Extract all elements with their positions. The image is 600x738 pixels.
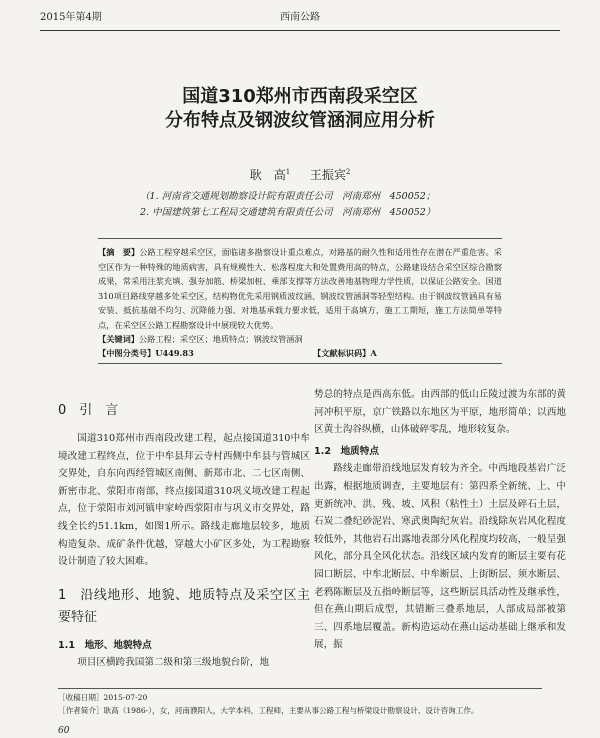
clc-label: 【中图分类号】 xyxy=(98,348,156,358)
section-0-heading: 0 引 言 xyxy=(58,403,119,418)
page-number: 60 xyxy=(58,726,70,736)
footnotes xyxy=(58,688,542,717)
author-bio: ［作者简介］耿高（1986-），女，河南濮阳人，大学本科，工程师，主要从事公路工程与桥梁设计勘察设计、设计咨询工作。 xyxy=(58,706,479,715)
author-2: 王振宾 xyxy=(309,168,346,182)
subsection-1-1-heading: 1.1 地形、地貌特点 xyxy=(58,639,152,651)
doc-code-label: 【文献标识码】 xyxy=(313,348,371,358)
abstract-label: 【摘 要】 xyxy=(98,247,140,257)
author-1: 耿 高 xyxy=(249,168,286,182)
right-column xyxy=(314,386,566,654)
abstract-text: 公路工程穿越采空区，面临诸多勘察设计重点难点，对路基的耐久性和适用性存在潜在严重危害。采空区作为一种特殊的地质病害，具有规模性大、松落程度大和处置费用高的特点，公路建设结合采空区综合勘察成果，常采用注浆充填、强夯加筋、桥梁加桩、乘部支撑等方法改善地基物理力学性质，以保证公路安全。国道310项目路线穿越多处采空区，结构物优先采用钢质波纹涵、钢波纹管涵洞等轻型结构。由于钢波纹管涵具有易安装、抵抗基础不均匀、沉降能力强、对地基承载力要求低，适用于高填方，施工工期短，施工方法简单等特点，在采空区公路工程勘察设计中展现较大优势。 xyxy=(98,247,502,330)
section-1-heading: 1 沿线地形、地貌、地质特点及采空区主要特征 xyxy=(58,587,310,625)
paper-title-line1: 国道310郑州市西南段采空区 xyxy=(182,86,418,107)
subsection-1-1-continued: 势总的特点是西高东低。由西部的低山丘陵过渡为东部的黄河冲积平原，京广铁路以东地区为平原，地形简单；以西地区黄土沟谷纵横，山体破碎零乱，地形较复杂。 xyxy=(314,389,566,436)
keywords-text: 公路工程；采空区；地质特点；钢波纹管涵洞 xyxy=(138,334,303,344)
author-list xyxy=(0,166,600,183)
classification-line xyxy=(98,348,502,364)
subsection-1-2-heading: 1.2 地质特点 xyxy=(314,445,379,457)
subsection-1-2-paragraph: 路线走廊带沿线地层发育较为齐全。中西地段基岩广泛出露，根据地质调查，主要地层有：第四系全新统、上、中更新统冲、洪、残、坡、风积（粘性土）土层及碎石土层，石炭二叠纪砂泥岩、寒武奥陶纪灰岩。沿线除灰岩风化程度较低外，其他岩石出露地表部分风化程度均较高，一般呈强风化，部分具全风化状态。沿线区域内发育的断层主要有花园口断层、中牟北断层、中牟断层、上街断层、须水断层、老鸦陈断层及五指岭断层等，这些断层具活动性及继承性，但在燕山期后成型，其错断三叠系地层，人部成局部被第三、四系地层覆盖。新构造运动在燕山运动基础上继承和发展，振 xyxy=(314,463,566,651)
doc-code: A xyxy=(370,348,377,358)
section-0-paragraph: 国道310郑州市西南段改建工程，起点接国道310中牟境改建工程终点，位于中牟县拜云寺村西侧中牟县与管城区交界处，自东向西经管城区南侧、新郑市北、二七区南侧、新密市北、荥阳市南部，终点接国道310巩义境改建工程起点，位于荥阳市刘河镇申家岭西荥阳市与巩义市交界处，路线全长约51.1km，如图1所示。路线走廊地层较多，地质构造复杂、成矿条件优越，穿越大小矿区多处，为工程勘察设计制造了较大困难。 xyxy=(58,433,310,568)
received-date: ［收稿日期］2015-07-20 xyxy=(58,693,148,702)
doc-code-group xyxy=(313,348,377,359)
journal-name: 西南公路 xyxy=(280,12,320,23)
left-column xyxy=(58,386,310,672)
running-header xyxy=(40,8,560,31)
keywords xyxy=(98,334,502,345)
abstract xyxy=(98,238,502,332)
affiliation-2: 2. 中国建筑第七工程局交通建筑有限责任公司 河南郑州 450052） xyxy=(140,207,436,218)
author-2-affil-mark: 2 xyxy=(345,168,351,176)
subsection-1-1-paragraph: 项目区横跨我国第二级和第三级地貌台阶，地 xyxy=(77,657,270,669)
affiliation-1: （1. 河南省交通规划勘察设计院有限责任公司 河南郑州 450052； xyxy=(140,191,436,202)
keywords-label: 【关键词】 xyxy=(98,334,139,344)
issue-label: 2015年第4期 xyxy=(40,12,102,23)
author-1-affil-mark: 1 xyxy=(285,168,291,176)
paper-title-line2: 分布特点及钢波纹管涵洞应用分析 xyxy=(165,110,435,131)
clc-code: U449.83 xyxy=(155,348,194,358)
